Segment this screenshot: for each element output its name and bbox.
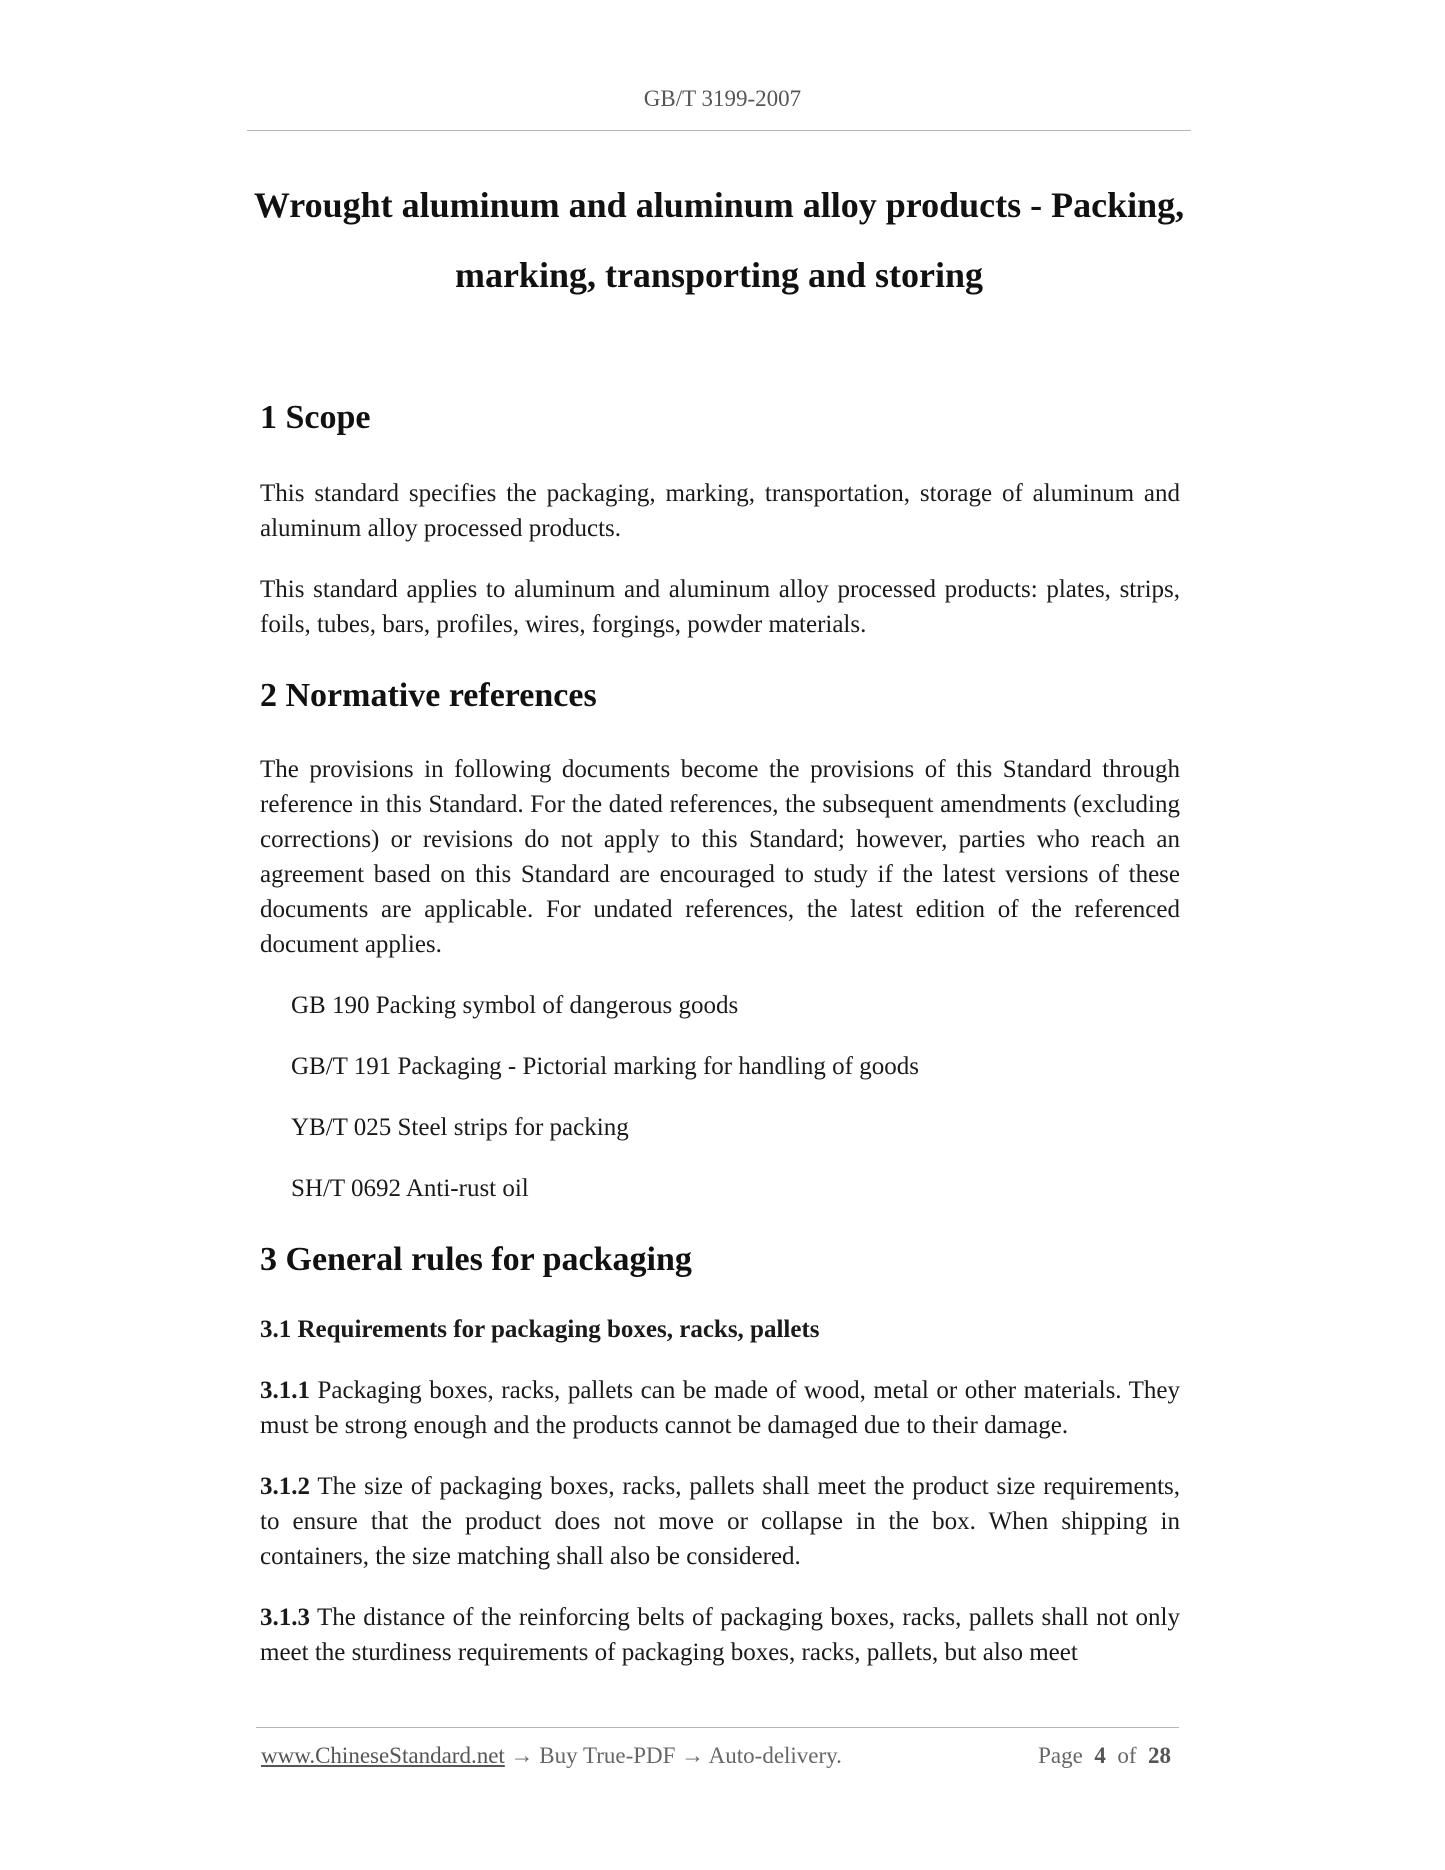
title-line-1: Wrought aluminum and aluminum alloy products - Packing, xyxy=(253,185,1185,225)
footer-divider xyxy=(256,1727,1179,1728)
clause-number: 3.1.1 xyxy=(260,1377,310,1404)
section-packaging-heading: 3 General rules for packaging xyxy=(260,1241,692,1278)
reference-item: SH/T 0692 Anti-rust oil xyxy=(291,1175,529,1202)
page-total: 28 xyxy=(1148,1743,1171,1768)
reference-item: GB 190 Packing symbol of dangerous goods xyxy=(291,992,739,1019)
title-line-2: marking, transporting and storing xyxy=(454,255,984,295)
page-label: Page xyxy=(1038,1743,1083,1768)
reference-item: GB/T 191 Packaging - Pictorial marking for handling of goods xyxy=(291,1053,919,1080)
subsection-heading: 3.1 Requirements for packaging boxes, racks, pallets xyxy=(260,1316,820,1343)
clause-text: Packaging boxes, racks, pallets can be made of wood, metal or other materials. They must be strong enough and the products cannot be damaged due to their damage. xyxy=(260,1377,1180,1439)
clause-text: The distance of the reinforcing belts of packaging boxes, racks, pallets shall not only meet the sturdiness requirements of packaging boxes, racks, pallets, but also meet xyxy=(260,1604,1180,1666)
clause-number: 3.1.3 xyxy=(260,1604,310,1631)
footer-promo: → Buy True-PDF → Auto-delivery. xyxy=(504,1743,842,1768)
header-divider xyxy=(247,130,1191,131)
section-normative-heading: 2 Normative references xyxy=(260,677,597,714)
site-link[interactable]: www.ChineseStandard.net xyxy=(261,1743,505,1768)
document-body xyxy=(260,396,1180,1670)
clause-3-1-2 xyxy=(260,1469,1180,1574)
page-of-label: of xyxy=(1117,1743,1137,1768)
clause-text: The size of packaging boxes, racks, pallets shall meet the product size requirements, to ensure that the product does not move or collapse in the box. When shipping in containers, the size matching shall also be considered. xyxy=(260,1473,1180,1570)
document-title xyxy=(247,170,1191,310)
clause-3-1-3 xyxy=(260,1600,1180,1670)
section-scope-heading: 1 Scope xyxy=(260,399,371,436)
page-indicator xyxy=(1038,1743,1171,1769)
scope-paragraph-2: This standard applies to aluminum and aluminum alloy processed products: plates, strips, foils, tubes, bars, profiles, wires, forgings, powder materials. xyxy=(260,576,1180,638)
clause-number: 3.1.2 xyxy=(260,1473,310,1500)
clause-3-1-1 xyxy=(260,1373,1180,1443)
normative-paragraph: The provisions in following documents become the provisions of this Standard through reference in this Standard. For the dated references, the subsequent amendments (excluding corrections) or revisions do not apply to this Standard; however, parties who reach an agreement based on this Standard are encouraged to study if the latest versions of these documents are applicable. For undated references, the latest edition of the referenced document applies. xyxy=(260,756,1180,958)
page-footer xyxy=(261,1743,1179,1769)
page-current: 4 xyxy=(1094,1743,1106,1768)
reference-item: YB/T 025 Steel strips for packing xyxy=(291,1114,629,1141)
scope-paragraph-1: This standard specifies the packaging, marking, transportation, storage of aluminum and aluminum alloy processed products. xyxy=(260,480,1180,542)
header-standard-code: GB/T 3199-2007 xyxy=(643,86,802,111)
